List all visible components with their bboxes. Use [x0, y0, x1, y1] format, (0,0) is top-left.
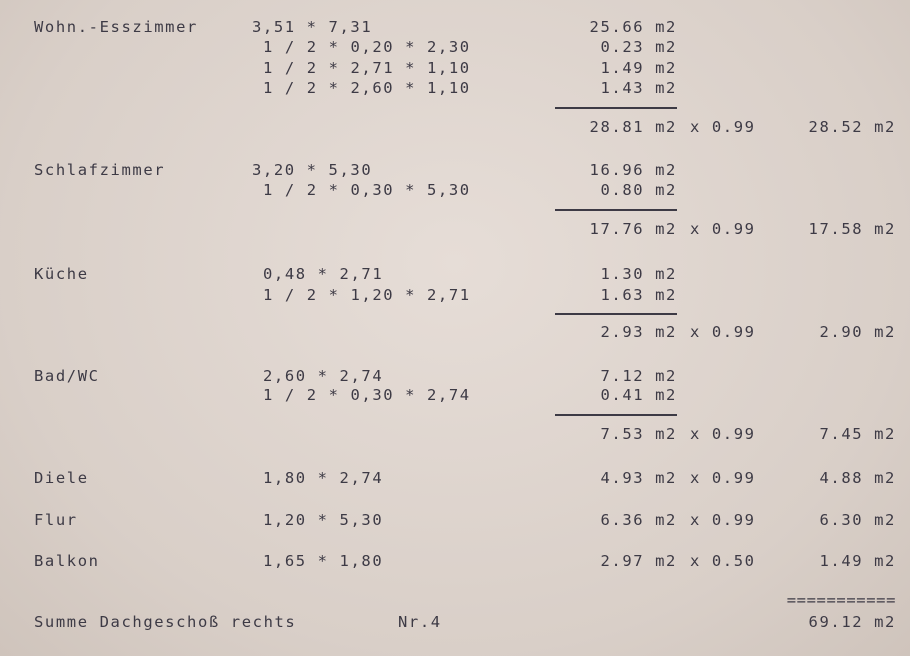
factor: x 0.99 — [690, 220, 756, 238]
result-value: 6.30 m2 — [819, 511, 896, 529]
factor: x 0.50 — [690, 552, 756, 570]
area-value: 0.23 m2 — [600, 38, 677, 56]
subtotal-value: 2.93 m2 — [600, 323, 677, 341]
room-name: Schlafzimmer — [34, 161, 166, 179]
result-value: 1.49 m2 — [819, 552, 896, 570]
area-value: 1.49 m2 — [600, 59, 677, 77]
formula: 2,60 * 2,74 — [263, 367, 384, 385]
subtotal-rule — [555, 313, 677, 315]
area-value: 1.30 m2 — [600, 265, 677, 283]
subtotal-value: 28.81 m2 — [589, 118, 677, 136]
result-value: 28.52 m2 — [808, 118, 896, 136]
formula: 1 / 2 * 1,20 * 2,71 — [263, 286, 471, 304]
double-rule: =========== — [786, 591, 896, 609]
factor: x 0.99 — [690, 323, 756, 341]
area-value: 4.93 m2 — [600, 469, 677, 487]
formula: 1,80 * 2,74 — [263, 469, 384, 487]
result-value: 17.58 m2 — [808, 220, 896, 238]
area-value: 0.41 m2 — [600, 386, 677, 404]
summary-number: Nr.4 — [398, 613, 442, 631]
result-value: 7.45 m2 — [819, 425, 896, 443]
formula: 1,20 * 5,30 — [263, 511, 384, 529]
subtotal-value: 17.76 m2 — [589, 220, 677, 238]
room-name: Diele — [34, 469, 89, 487]
result-value: 2.90 m2 — [819, 323, 896, 341]
room-name: Flur — [34, 511, 78, 529]
area-value: 6.36 m2 — [600, 511, 677, 529]
formula: 1 / 2 * 0,30 * 5,30 — [263, 181, 471, 199]
formula: 1 / 2 * 2,71 * 1,10 — [263, 59, 471, 77]
area-value: 0.80 m2 — [600, 181, 677, 199]
formula: 1 / 2 * 0,30 * 2,74 — [263, 386, 471, 404]
factor: x 0.99 — [690, 425, 756, 443]
factor: x 0.99 — [690, 118, 756, 136]
factor: x 0.99 — [690, 511, 756, 529]
area-value: 25.66 m2 — [589, 18, 677, 36]
formula: 1,65 * 1,80 — [263, 552, 384, 570]
formula: 1 / 2 * 0,20 * 2,30 — [263, 38, 471, 56]
subtotal-value: 7.53 m2 — [600, 425, 677, 443]
factor: x 0.99 — [690, 469, 756, 487]
area-value: 1.63 m2 — [600, 286, 677, 304]
subtotal-rule — [555, 209, 677, 211]
room-name: Küche — [34, 265, 89, 283]
area-value: 7.12 m2 — [600, 367, 677, 385]
formula: 0,48 * 2,71 — [263, 265, 384, 283]
total-value: 69.12 m2 — [808, 613, 896, 631]
summary-label: Summe Dachgeschoß rechts — [34, 613, 297, 631]
result-value: 4.88 m2 — [819, 469, 896, 487]
subtotal-rule — [555, 414, 677, 416]
room-name: Bad/WC — [34, 367, 100, 385]
area-value: 16.96 m2 — [589, 161, 677, 179]
formula: 3,20 * 5,30 — [252, 161, 373, 179]
subtotal-rule — [555, 107, 677, 109]
formula: 3,51 * 7,31 — [252, 18, 373, 36]
room-name: Wohn.-Esszimmer — [34, 18, 198, 36]
room-name: Balkon — [34, 552, 100, 570]
area-value: 1.43 m2 — [600, 79, 677, 97]
area-value: 2.97 m2 — [600, 552, 677, 570]
formula: 1 / 2 * 2,60 * 1,10 — [263, 79, 471, 97]
